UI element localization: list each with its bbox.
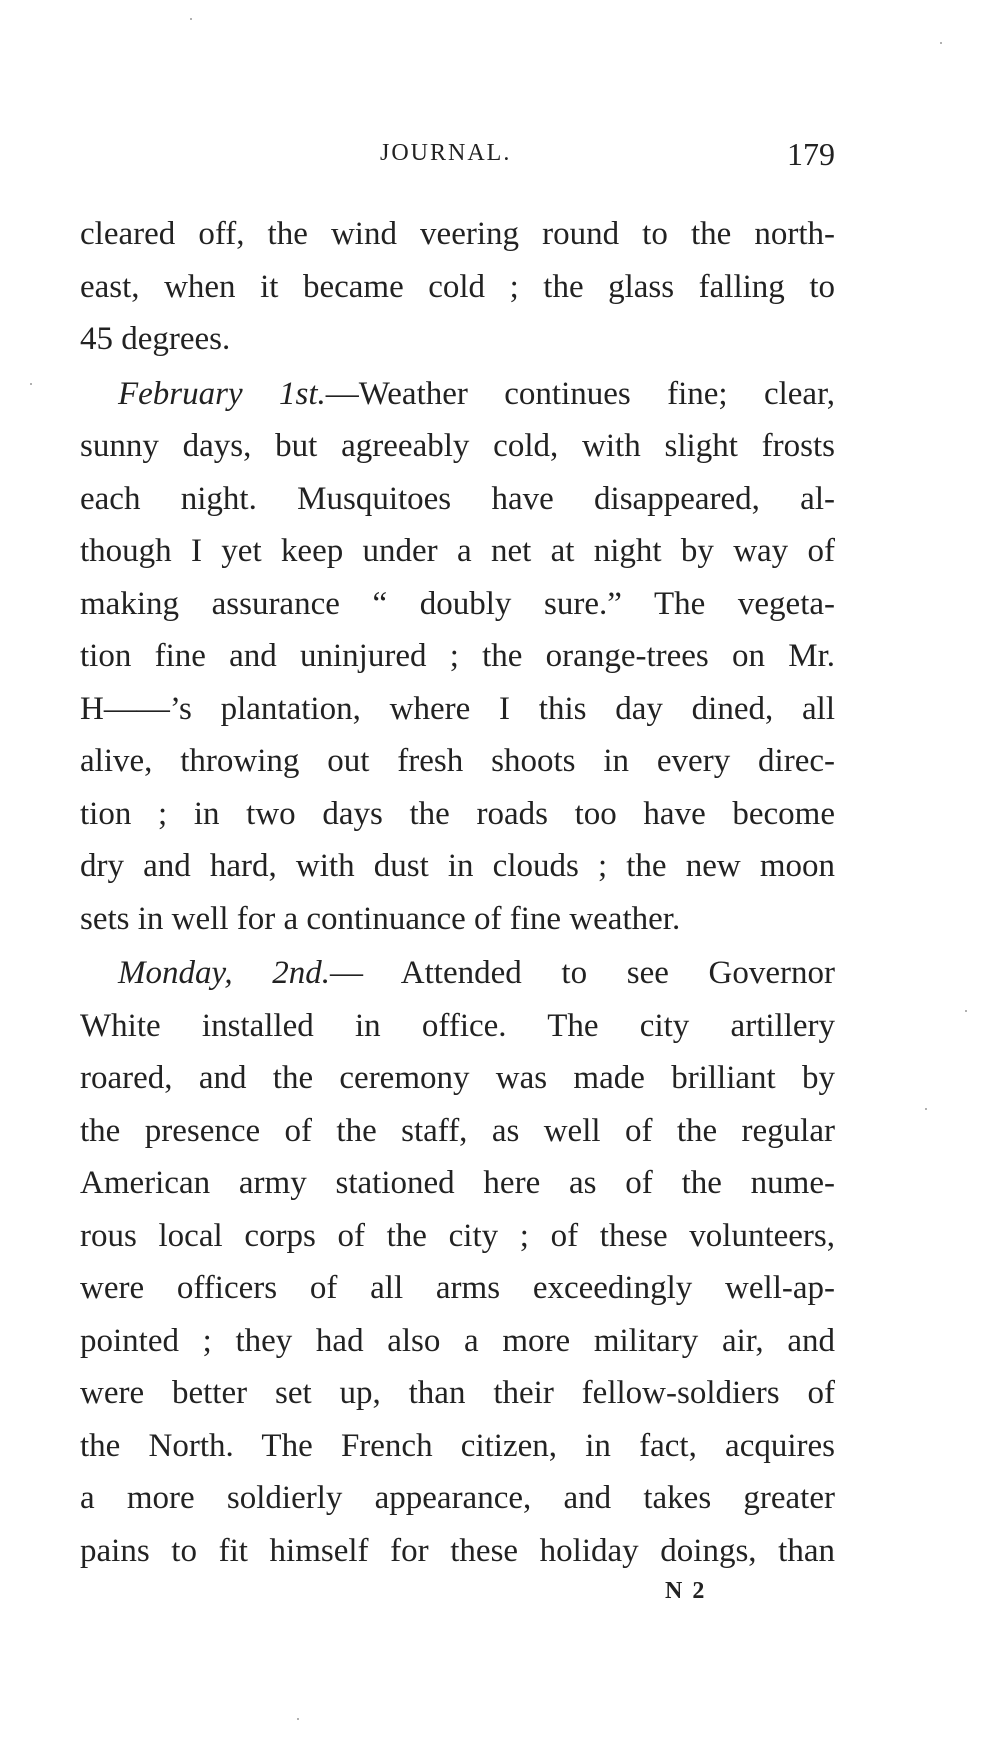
text-line: were officers of all arms exceedingly well-ap- [80,1270,835,1306]
text-line: tion fine and uninjured ; the orange-trees on Mr. [80,638,835,674]
text-line: sunny days, but agreeably cold, with slight frosts [80,428,835,464]
text-line: 45 degrees. [80,321,231,357]
speck [297,1718,299,1720]
text-line: east, when it became cold ; the glass falling to [80,268,835,305]
text-line: pointed ; they had also a more military air, and [80,1322,835,1359]
text-line: H——’s plantation, where I this day dined, all [80,690,835,727]
speck [965,1010,967,1012]
text-fragment: — Attended to see Governor [329,955,835,991]
signature-mark: N 2 [665,1578,707,1604]
text-line [80,947,835,1000]
text-line: the North. The French citizen, in fact, acquires [80,1427,835,1464]
text-line: though I yet keep under a net at night by way of [80,533,835,569]
text-line: pains to fit himself for these holiday doings, than [80,1532,835,1569]
text-line: each night. Musquitoes have disappeared, al- [80,480,835,517]
entry-date: February 1st. [118,375,326,412]
paragraph-3 [80,947,835,1577]
text-line: the presence of the staff, as well of the regular [80,1112,835,1149]
text-line: were better set up, than their fellow-soldiers of [80,1375,835,1411]
text-line: roared, and the ceremony was made brilliant by [80,1060,835,1096]
text-fragment: —Weather continues fine; clear, [325,375,835,412]
entry-date: Monday, 2nd. [118,955,330,991]
text-line: tion ; in two days the roads too have become [80,795,835,832]
text-line [80,368,835,421]
text-line: dry and hard, with dust in clouds ; the new moon [80,848,835,884]
text-line: cleared off, the wind veering round to the north- [80,216,835,252]
text-line: rous local corps of the city ; of these volunteers, [80,1217,835,1254]
text-line: American army stationed here as of the nume- [80,1165,835,1201]
speck [925,1108,927,1110]
running-head: JOURNAL. [380,140,512,166]
page-number: 179 [787,136,835,172]
text-line: White installed in office. The city artillery [80,1007,835,1044]
text-line: making assurance “ doubly sure.” The vegeta- [80,585,835,622]
body-text [80,208,835,1577]
text-line: a more soldierly appearance, and takes greater [80,1480,835,1516]
paragraph-2 [80,368,835,946]
speck [940,42,942,44]
paragraph-1 [80,208,835,366]
text-line: sets in well for a continuance of fine weather. [80,900,681,937]
speck [30,383,32,385]
speck [190,18,192,20]
text-line: alive, throwing out fresh shoots in every direc- [80,743,835,779]
